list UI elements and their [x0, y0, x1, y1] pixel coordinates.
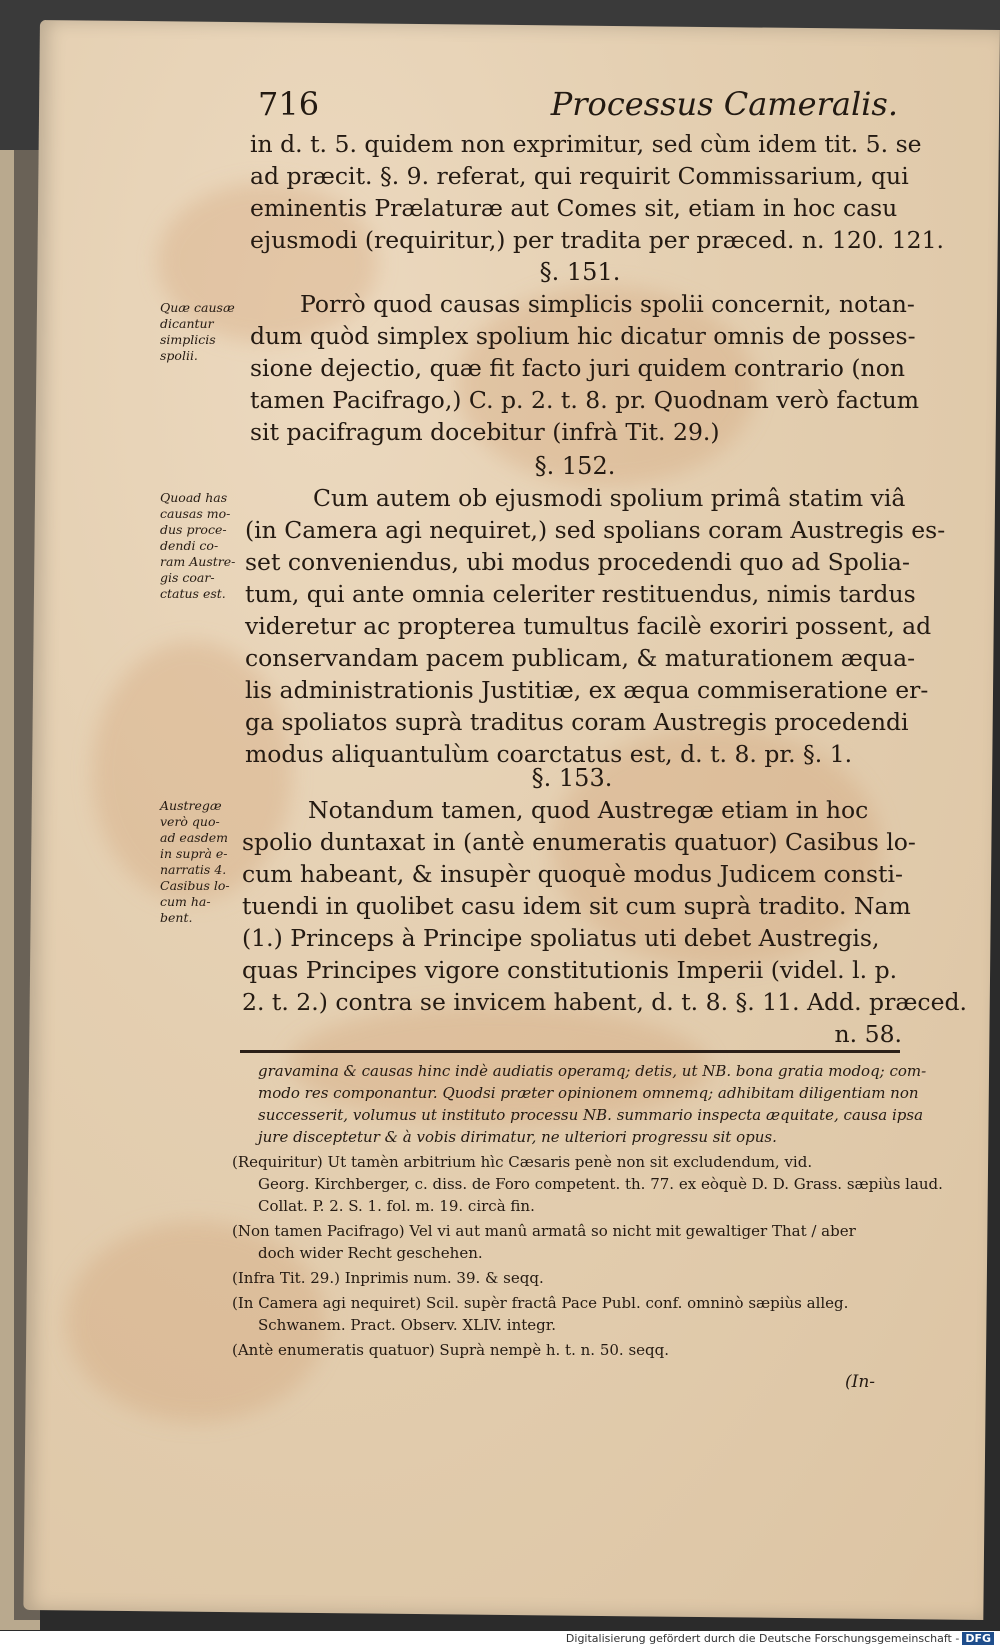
text-line: n. 58. — [834, 1020, 902, 1048]
footnote-line: Collat. P. 2. S. 1. fol. m. 19. circà fin. — [258, 1197, 535, 1215]
credit-text: Digitalisierung gefördert durch die Deutsche Forschungsgemeinschaft - — [565, 1632, 960, 1645]
section-heading: §. 153. — [531, 764, 613, 792]
margin-note-line: bent. — [160, 910, 193, 925]
section-heading: §. 152. — [534, 452, 616, 480]
margin-note-line: ctatus est. — [160, 586, 226, 601]
footnote-line: (Antè enumeratis quatuor) Suprà nempè h. t. n. 50. seqq. — [232, 1341, 669, 1359]
footnote-line: (Infra Tit. 29.) Inprimis num. 39. & seqq. — [232, 1269, 544, 1287]
text-line: Cum autem ob ejusmodi spolium primâ statim viâ — [313, 484, 906, 512]
footnote — [232, 1060, 927, 1148]
text-line: ad præcit. §. 9. referat, qui requirit Commissarium, qui — [250, 162, 909, 190]
text-line: cum habeant, & insupèr quoquè modus Judicem consti- — [242, 860, 903, 888]
margin-note-line: gis coar- — [160, 570, 215, 585]
margin-note-152 — [160, 490, 246, 602]
margin-note-151 — [160, 300, 246, 364]
text-line: ejusmodi (requiritur,) per tradita per præced. n. 120. 121. — [250, 226, 945, 254]
footnote-line: Georg. Kirchberger, c. diss. de Foro competent. th. 77. ex eòquè D. D. Grass. sæpiùs laud. — [258, 1175, 943, 1193]
text-line: in d. t. 5. quidem non exprimitur, sed cùm idem tit. 5. se — [250, 130, 922, 158]
footnote — [232, 1220, 904, 1264]
running-title: Processus Cameralis. — [550, 85, 898, 123]
text-line: modus aliquantulùm coarctatus est, d. t. 8. pr. §. 1. — [245, 740, 853, 768]
margin-note-line: narratis 4. — [160, 862, 227, 877]
margin-note-line: Austregæ — [160, 798, 222, 813]
footnote-line: jure disceptetur & à vobis dirimatur, ne ulteriori progressu sit opus. — [258, 1128, 777, 1146]
margin-note-line: spolii. — [160, 348, 198, 363]
margin-note-line: causas mo- — [160, 506, 231, 521]
margin-note-153 — [160, 798, 246, 926]
footnote-line: Schwanem. Pract. Observ. XLIV. integr. — [258, 1316, 557, 1334]
footnote-line: modo res componantur. Quodsi præter opinionem omnemq; adhibitam diligentiam non — [258, 1084, 919, 1102]
section-151 — [250, 256, 920, 448]
text-line: eminentis Prælaturæ aut Comes sit, etiam in hoc casu — [250, 194, 898, 222]
margin-note-line: cum ha- — [160, 894, 211, 909]
text-line: tamen Pacifrago,) C. p. 2. t. 8. pr. Quodnam verò factum — [250, 386, 920, 414]
continuation-paragraph — [250, 128, 945, 256]
text-line: spolio duntaxat in (antè enumeratis quatuor) Casibus lo- — [242, 828, 916, 856]
section-heading: §. 151. — [539, 258, 621, 286]
margin-note-line: Casibus lo- — [160, 878, 230, 893]
margin-note-line: dus proce- — [160, 522, 227, 537]
text-line: videretur ac propterea tumultus facilè exoriri possent, ad — [245, 612, 932, 640]
margin-note-line: Quæ causæ — [160, 300, 235, 315]
margin-note-line: ram Austre- — [160, 554, 236, 569]
footnote-line: (In Camera agi nequiret) Scil. supèr fractâ Pace Publ. conf. omninò sæpiùs alleg. — [232, 1294, 849, 1312]
margin-note-line: verò quo- — [160, 814, 220, 829]
footnote-line: gravamina & causas hinc indè audiatis operamq; detis, ut NB. bona gratia modoq; com- — [258, 1062, 927, 1080]
text-line: set conveniendus, ubi modus procedendi quo ad Spolia- — [245, 548, 910, 576]
text-line: sit pacifragum docebitur (infrà Tit. 29.) — [250, 418, 720, 446]
text-line: sione dejectio, quæ fit facto juri quidem contrario (non — [250, 354, 905, 382]
footnote — [232, 1267, 904, 1289]
catchword: (In- — [845, 1372, 876, 1392]
text-line: ga spoliatos suprà traditus coram Austregis procedendi — [245, 708, 909, 736]
section-152 — [245, 450, 946, 770]
text-line: conservandam pacem publicam, & maturationem æqua- — [245, 644, 916, 672]
text-line: (in Camera agi nequiret,) sed spolians coram Austregis es- — [245, 516, 946, 544]
text-line: quas Principes vigore constitutionis Imperii (videl. l. p. — [242, 956, 898, 984]
page-number: 716 — [258, 85, 320, 123]
dfg-logo: DFG — [962, 1632, 994, 1645]
margin-note-line: in suprà e- — [160, 846, 228, 861]
margin-note-line: simplicis — [160, 332, 216, 347]
footnotes — [232, 1060, 943, 1364]
text-line: (1.) Princeps à Principe spoliatus uti debet Austregis, — [242, 924, 880, 952]
digitization-credit — [566, 1632, 994, 1645]
text-line: lis administrationis Justitiæ, ex æqua commiseratione er- — [245, 676, 929, 704]
footnote-line: (Non tamen Pacifrago) Vel vi aut manû armatâ so nicht mit gewaltiger That / aber — [232, 1222, 856, 1240]
text-line: 2. t. 2.) contra se invicem habent, d. t. 8. §. 11. Add. præced. — [242, 988, 967, 1016]
margin-note-line: dendi co- — [160, 538, 219, 553]
footnote-rule — [240, 1050, 900, 1053]
margin-note-line: Quoad has — [160, 490, 228, 505]
margin-note-line: ad easdem — [160, 830, 228, 845]
text-line: Notandum tamen, quod Austregæ etiam in hoc — [308, 796, 869, 824]
footnote-line: doch wider Recht geschehen. — [258, 1244, 483, 1262]
footnote — [232, 1151, 943, 1217]
text-line: Porrò quod causas simplicis spolii concernit, notan- — [300, 290, 915, 318]
footnote — [232, 1339, 904, 1361]
text-line: tuendi in quolibet casu idem sit cum suprà tradito. Nam — [242, 892, 911, 920]
footnote-line: (Requiritur) Ut tamèn arbitrium hìc Cæsaris penè non sit excludendum, vid. — [232, 1153, 813, 1171]
footnote-line: successerit, volumus ut instituto processu NB. summario inspecta æquitate, causa ipsa — [258, 1106, 924, 1124]
section-153 — [242, 762, 967, 1050]
margin-note-line: dicantur — [160, 316, 214, 331]
text-line: dum quòd simplex spolium hic dicatur omnis de posses- — [250, 322, 916, 350]
footnote — [232, 1292, 904, 1336]
text-line: tum, qui ante omnia celeriter restituendus, nimis tardus — [245, 580, 916, 608]
